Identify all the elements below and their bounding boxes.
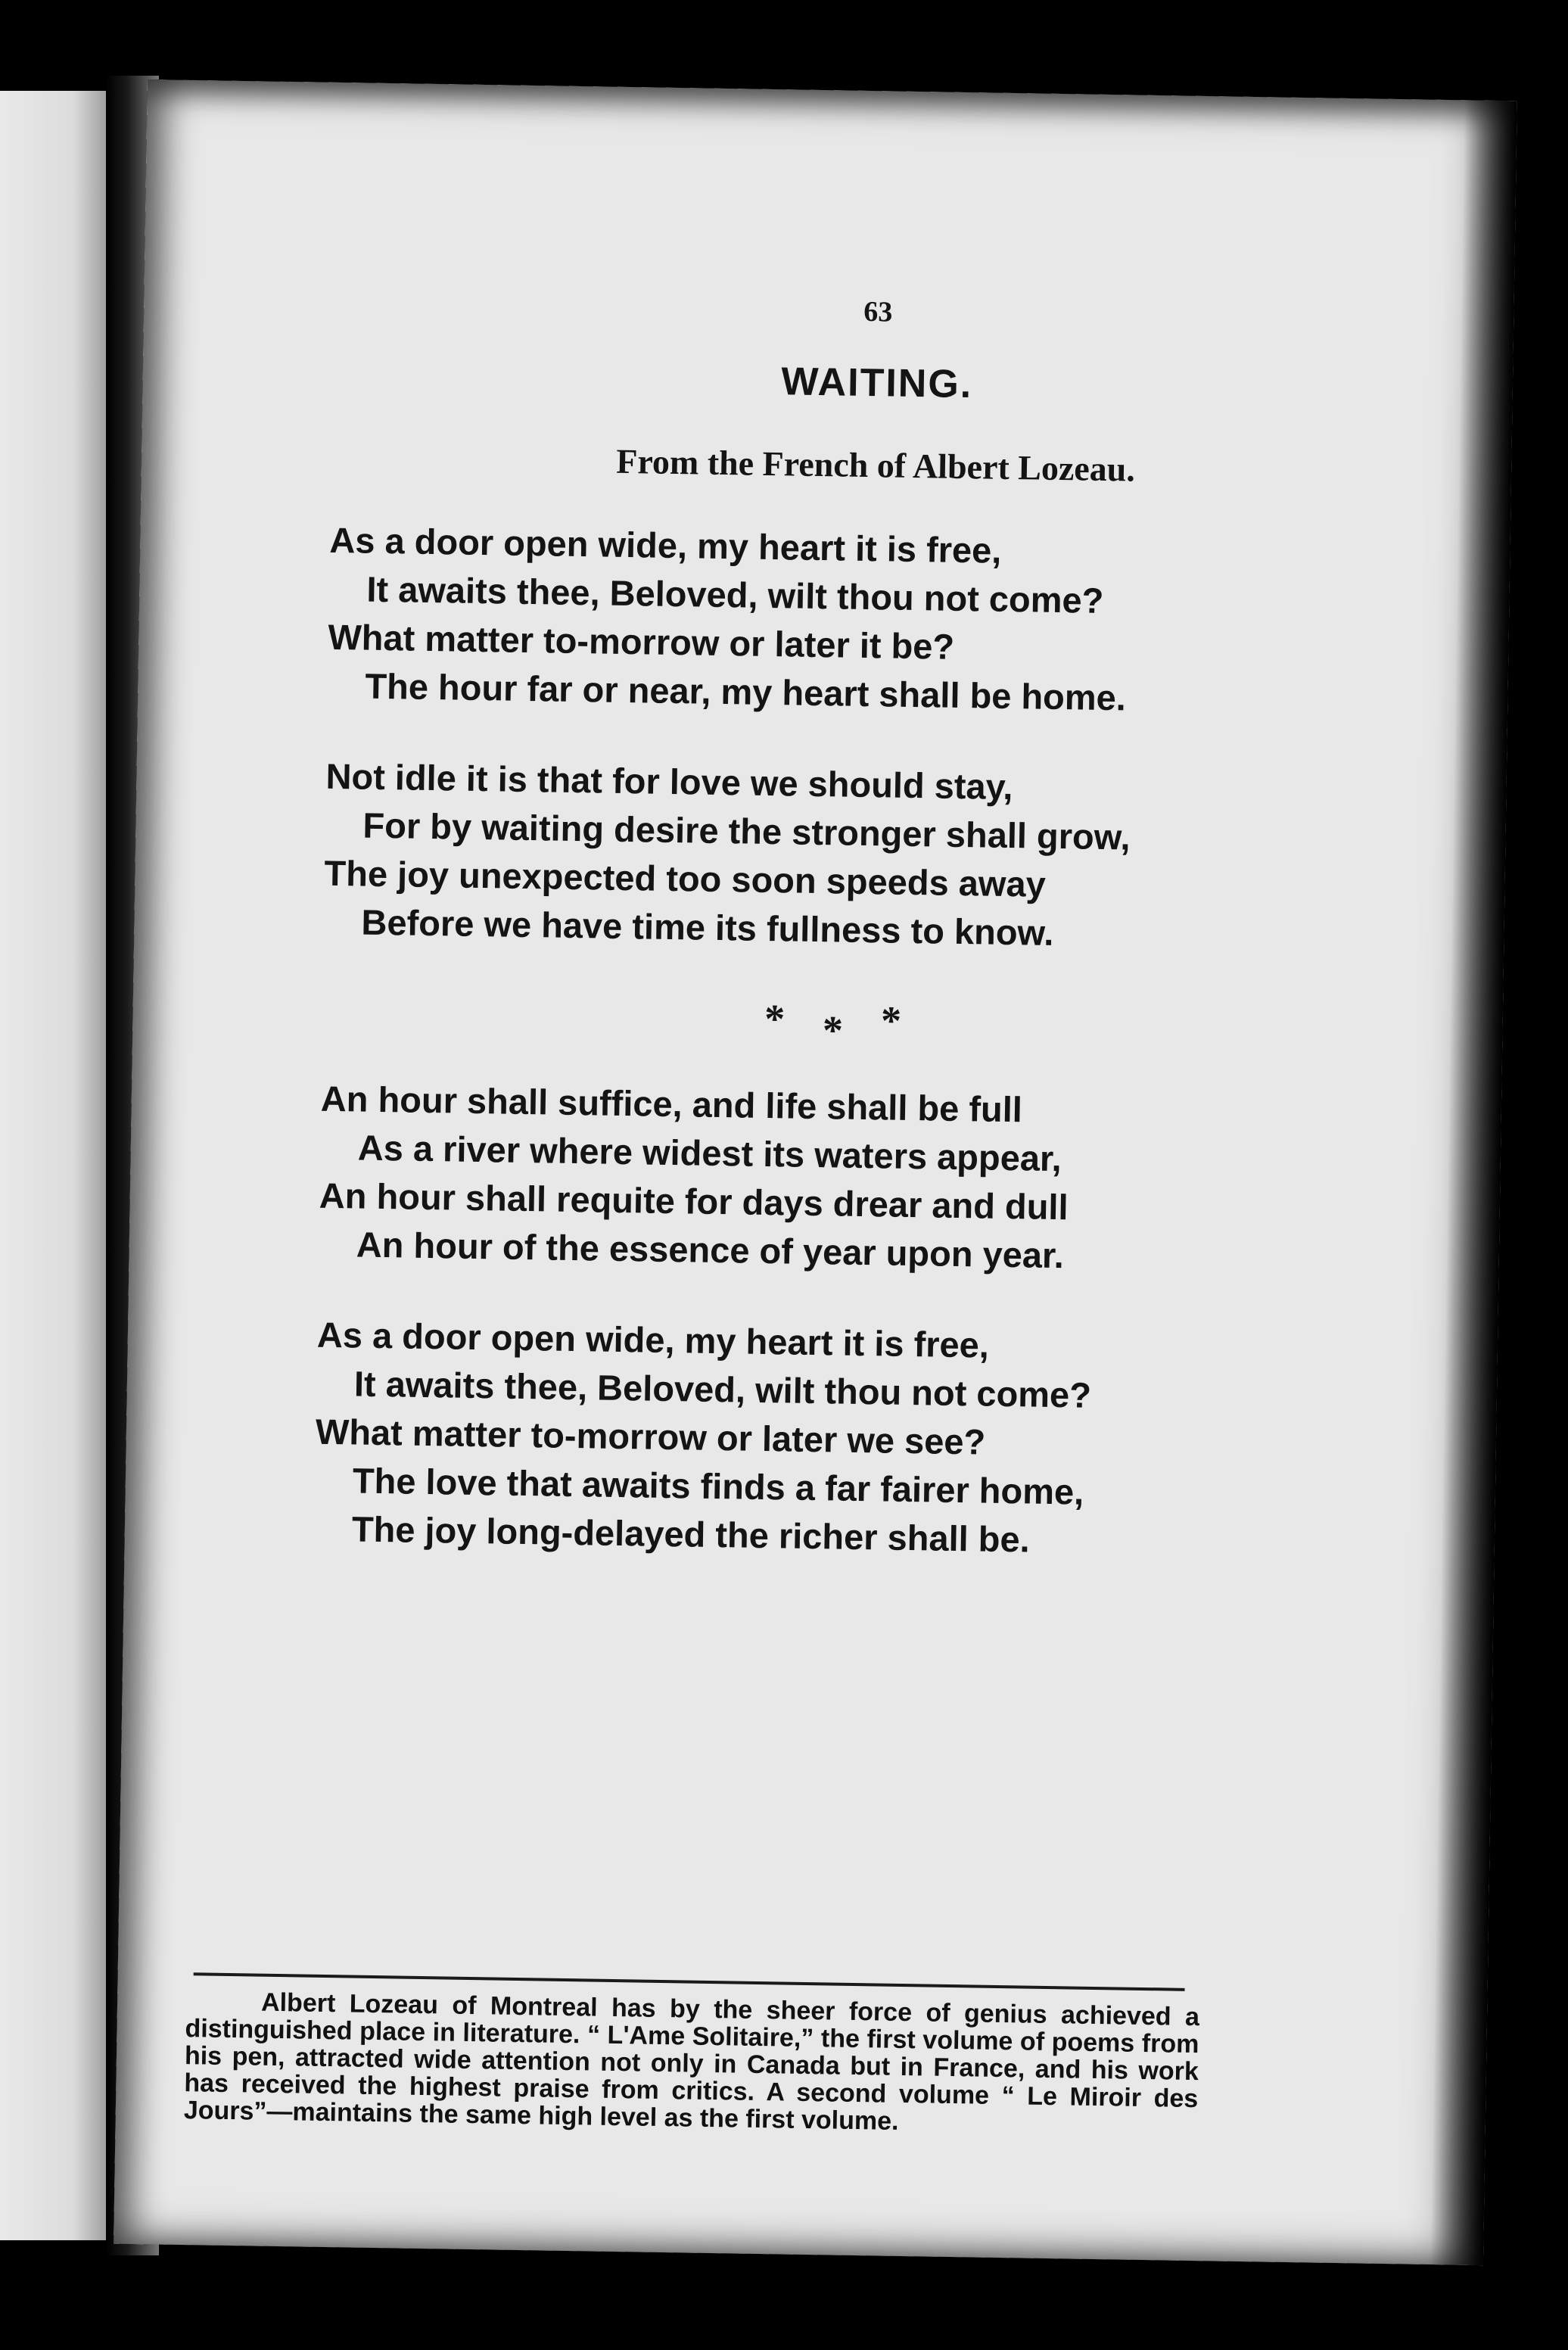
poem-line: Before we have time its fullness to know. — [361, 901, 1054, 953]
stanza-2 — [323, 752, 1355, 962]
book-page — [114, 79, 1517, 2265]
stanza-3 — [318, 1075, 1350, 1284]
poem-line: An hour shall suffice, and life shall be full — [320, 1078, 1023, 1130]
stanza-4 — [313, 1311, 1346, 1569]
separator-asterisk: * — [764, 995, 823, 1043]
poem-line: For by waiting desire the stronger shall grow, — [362, 805, 1131, 858]
page-number: 63 — [863, 295, 893, 328]
separator-asterisk: * — [880, 998, 940, 1044]
poem-line: It awaits thee, Beloved, wilt thou not come? — [366, 568, 1104, 621]
poem-line: The hour far or near, my heart shall be home. — [365, 665, 1127, 718]
page-content — [313, 287, 1363, 1611]
stanza-1 — [327, 516, 1359, 726]
poem-line: The love that awaits finds a far fairer home, — [352, 1460, 1084, 1512]
page-edge-shadow — [1430, 100, 1517, 2265]
footnote-divider — [194, 1972, 1185, 1991]
poem-line: As a door open wide, my heart it is free, — [316, 1314, 990, 1365]
poem-line: What matter to-morrow or later we see? — [315, 1411, 986, 1462]
poem-line: An hour shall requite for days drear and dull — [319, 1175, 1069, 1228]
left-page-edge — [0, 91, 121, 2240]
poem-subtitle: From the French of Albert Lozeau. — [615, 441, 1136, 489]
poem-line: The joy unexpected too soon speeds away — [324, 852, 1047, 904]
footnote-text: Albert Lozeau of Montreal has by the sheer force of genius achieved a distinguished place in literature. “ L'Ame Solitaire,” the first volume of poems from his pen, attracted wide attention not only in Canada but in France, and his work has received the highest praise from critics. A second volume “ Le Miroir des Jours”—maintains the same high level as the first volume. — [183, 1987, 1200, 2136]
poem-line: What matter to-morrow or later it be? — [328, 616, 955, 667]
poem-line: An hour of the essence of year upon year. — [356, 1224, 1065, 1276]
poem-line: As a river where widest its waters appear, — [357, 1127, 1062, 1179]
poem-line: The joy long-delayed the richer shall be. — [351, 1508, 1031, 1560]
poem-title: WAITING. — [780, 360, 973, 407]
separator-asterisk: * — [822, 1007, 882, 1054]
poem-line: Not idle it is that for love we should stay, — [325, 755, 1013, 808]
section-separator — [352, 988, 1352, 1054]
poem-line: As a door open wide, my heart it is free, — [329, 519, 1002, 571]
poem-line: It awaits thee, Beloved, wilt thou not come? — [353, 1363, 1092, 1415]
